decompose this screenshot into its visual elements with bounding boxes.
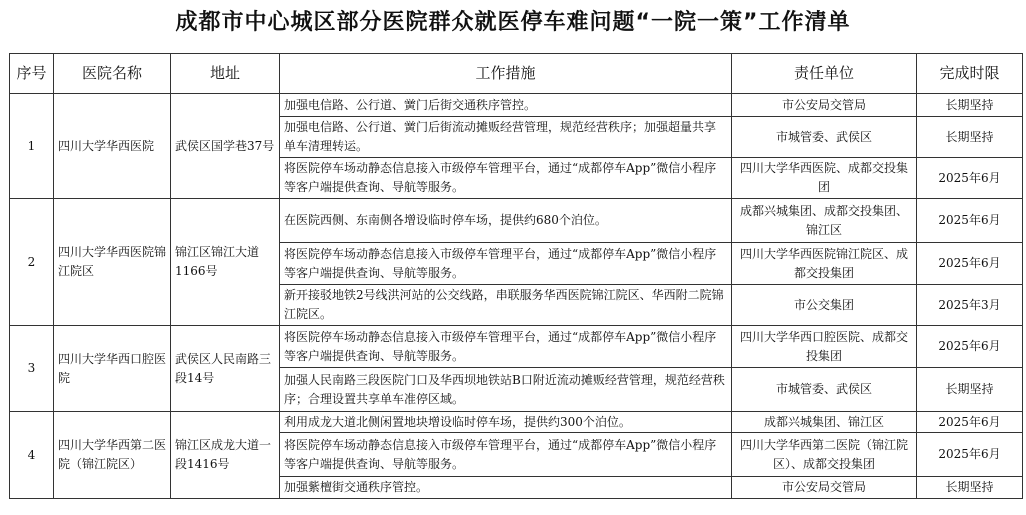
- header-deadline: 完成时限: [917, 54, 1023, 94]
- row-no: 4: [10, 412, 54, 499]
- work-measure: 在医院西侧、东南侧各增设临时停车场，提供约680个泊位。: [280, 199, 732, 243]
- responsible-unit: 成都兴城集团、成都交投集团、锦江区: [732, 199, 917, 243]
- table-row: [10, 326, 1023, 368]
- deadline: 长期坚持: [917, 368, 1023, 412]
- deadline: 2025年6月: [917, 433, 1023, 477]
- row-no: 3: [10, 326, 54, 412]
- responsible-unit: 市城管委、武侯区: [732, 368, 917, 412]
- deadline: 2025年6月: [917, 243, 1023, 285]
- work-measure: 加强电信路、公行道、黉门后街流动摊贩经营管理，规范经营秩序；加强超量共享单车清理转运。: [280, 117, 732, 158]
- responsible-unit: 市公安局交管局: [732, 94, 917, 117]
- deadline: 长期坚持: [917, 94, 1023, 117]
- deadline: 2025年6月: [917, 412, 1023, 433]
- deadline: 长期坚持: [917, 117, 1023, 158]
- work-measure: 加强人民南路三段医院门口及华西坝地铁站B口附近流动摊贩经营管理，规范经营秩序；合理设置共享单车准停区域。: [280, 368, 732, 412]
- deadline: 2025年6月: [917, 158, 1023, 199]
- responsible-unit: 四川大学华西口腔医院、成都交投集团: [732, 326, 917, 368]
- responsible-unit: 市公安局交管局: [732, 477, 917, 499]
- page-title: 成都市中心城区部分医院群众就医停车难问题“一院一策”工作清单: [175, 10, 851, 35]
- row-no: 2: [10, 199, 54, 326]
- deadline: 2025年6月: [917, 326, 1023, 368]
- header-no: 序号: [10, 54, 54, 94]
- responsible-unit: 市公交集团: [732, 285, 917, 326]
- work-measure: 加强紫檀街交通秩序管控。: [280, 477, 732, 499]
- table-row: [10, 199, 1023, 243]
- hospital-name: 四川大学华西医院锦江院区: [54, 199, 171, 326]
- work-measure: 将医院停车场动静态信息接入市级停车管理平台，通过“成都停车App”微信小程序等客户端提供查询、导航等服务。: [280, 243, 732, 285]
- header-unit: 责任单位: [732, 54, 917, 94]
- responsible-unit: 市城管委、武侯区: [732, 117, 917, 158]
- work-measure: 加强电信路、公行道、黉门后街交通秩序管控。: [280, 94, 732, 117]
- responsible-unit: 四川大学华西医院、成都交投集团: [732, 158, 917, 199]
- deadline: 2025年6月: [917, 199, 1023, 243]
- hospital-address: 武侯区人民南路三段14号: [171, 326, 280, 412]
- header-row: [10, 54, 1023, 94]
- work-measure: 将医院停车场动静态信息接入市级停车管理平台，通过“成都停车App”微信小程序等客户端提供查询、导航等服务。: [280, 326, 732, 368]
- header-hospital: 医院名称: [54, 54, 171, 94]
- header-measures: 工作措施: [280, 54, 732, 94]
- table-row: [10, 412, 1023, 433]
- table-row: [10, 94, 1023, 117]
- hospital-address: 武侯区国学巷37号: [171, 94, 280, 199]
- work-measure: 将医院停车场动静态信息接入市级停车管理平台，通过“成都停车App”微信小程序等客户端提供查询、导航等服务。: [280, 433, 732, 477]
- row-no: 1: [10, 94, 54, 199]
- responsible-unit: 成都兴城集团、锦江区: [732, 412, 917, 433]
- responsible-unit: 四川大学华西第二医院（锦江院区）、成都交投集团: [732, 433, 917, 477]
- hospital-address: 锦江区锦江大道1166号: [171, 199, 280, 326]
- header-address: 地址: [171, 54, 280, 94]
- hospital-name: 四川大学华西医院: [54, 94, 171, 199]
- hospital-name: 四川大学华西口腔医院: [54, 326, 171, 412]
- deadline: 2025年3月: [917, 285, 1023, 326]
- hospital-address: 锦江区成龙大道一段1416号: [171, 412, 280, 499]
- work-list-table: [9, 53, 1023, 499]
- work-measure: 利用成龙大道北侧闲置地块增设临时停车场，提供约300个泊位。: [280, 412, 732, 433]
- work-measure: 新开接驳地铁2号线洪河站的公交线路，串联服务华西医院锦江院区、华西附二院锦江院区。: [280, 285, 732, 326]
- responsible-unit: 四川大学华西医院锦江院区、成都交投集团: [732, 243, 917, 285]
- deadline: 长期坚持: [917, 477, 1023, 499]
- hospital-name: 四川大学华西第二医院（锦江院区）: [54, 412, 171, 499]
- work-measure: 将医院停车场动静态信息接入市级停车管理平台，通过“成都停车App”微信小程序等客户端提供查询、导航等服务。: [280, 158, 732, 199]
